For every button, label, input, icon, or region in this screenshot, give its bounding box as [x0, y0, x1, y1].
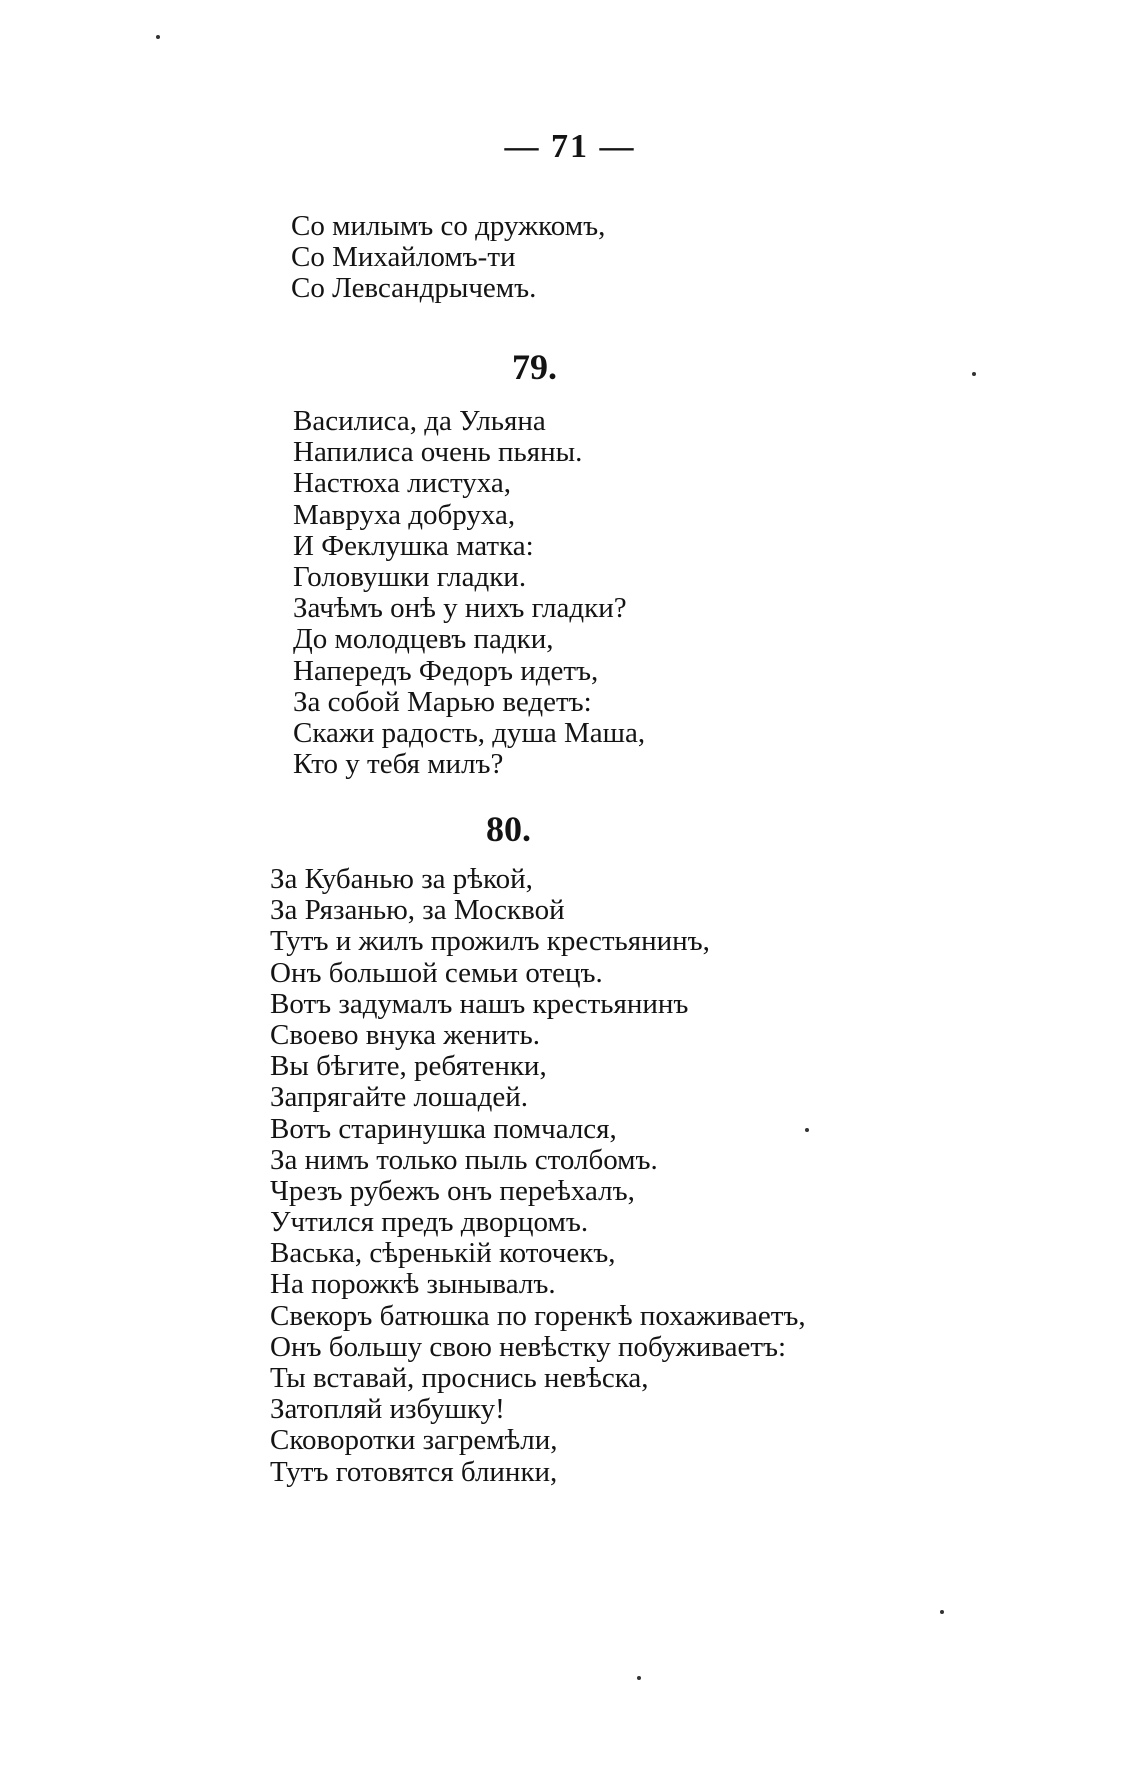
- verse-line: Своево внука женить.: [270, 1018, 541, 1051]
- verse-line: Тутъ и жилъ прожилъ крестьянинъ,: [270, 925, 710, 958]
- verse-line: За Кубанью за рѣкой,: [270, 863, 533, 895]
- verse-line: До молодцевъ падки,: [293, 623, 554, 656]
- scan-speck: [940, 1610, 944, 1614]
- verse-line: Ты вставай, проснись невѣска,: [270, 1362, 649, 1394]
- verse-continuation: [291, 211, 605, 305]
- verse-line: Зачѣмъ онѣ у нихъ гладки?: [293, 592, 627, 625]
- scan-speck: [972, 372, 976, 376]
- verse-line: Чрезъ рубежъ онъ переѣхалъ,: [270, 1174, 635, 1207]
- verse-line: Со Михайломъ-ти: [291, 241, 516, 274]
- verse-line: Напередъ Федоръ идетъ,: [293, 654, 599, 687]
- verse-line: Вотъ старинушка помчался,: [270, 1112, 617, 1145]
- page-number: — 71 —: [504, 128, 636, 165]
- verse-line: Затопляй избушку!: [270, 1393, 505, 1426]
- verse-line: Со милымъ со дружкомъ,: [291, 210, 606, 242]
- verse-line: Вы бѣгите, ребятенки,: [270, 1050, 547, 1083]
- verse-line: Учтился предъ дворцомъ.: [270, 1206, 589, 1239]
- verse-line: За собой Марью ведетъ:: [293, 685, 592, 718]
- poem-79-text: [293, 406, 645, 780]
- poem-number-80: 80.: [486, 809, 531, 849]
- verse-line: Тутъ готовятся блинки,: [270, 1455, 558, 1488]
- scan-speck: [156, 35, 160, 39]
- verse-line: Настюха листуха,: [293, 467, 512, 500]
- verse-line: Со Левсандрычемъ.: [291, 272, 537, 305]
- verse-line: Онъ большу свою невѣстку побуживаетъ:: [270, 1330, 787, 1363]
- verse-line: За нимъ только пыль столбомъ.: [270, 1143, 658, 1176]
- verse-line: Головушки гладки.: [293, 560, 527, 593]
- poem-number-79: 79.: [512, 347, 557, 387]
- verse-line: На порожкѣ зынывалъ.: [270, 1268, 556, 1301]
- verse-line: За Рязанью, за Москвой: [270, 894, 565, 927]
- verse-line: Напилиса очень пьяны.: [293, 436, 583, 469]
- verse-line: Кто у тебя милъ?: [293, 748, 504, 781]
- verse-line: Запрягайте лошадей.: [270, 1081, 529, 1114]
- verse-line: Вотъ задумалъ нашъ крестьянинъ: [270, 987, 689, 1020]
- verse-line: Мавруха добруха,: [293, 498, 516, 531]
- verse-line: И Феклушка матка:: [293, 529, 534, 562]
- verse-line: Онъ большой семьи отецъ.: [270, 956, 603, 989]
- scan-speck: [637, 1676, 641, 1680]
- verse-line: Васька, сѣренькій коточекъ,: [270, 1237, 616, 1270]
- verse-line: Сковоротки загремѣли,: [270, 1424, 558, 1457]
- poem-80-text: [270, 864, 806, 1488]
- verse-line: Свекоръ батюшка по горенкѣ похаживаетъ,: [270, 1299, 806, 1332]
- scan-speck: [805, 1128, 809, 1132]
- verse-line: Скажи радость, душа Маша,: [293, 716, 646, 749]
- verse-line: Василиса, да Ульяна: [293, 405, 546, 437]
